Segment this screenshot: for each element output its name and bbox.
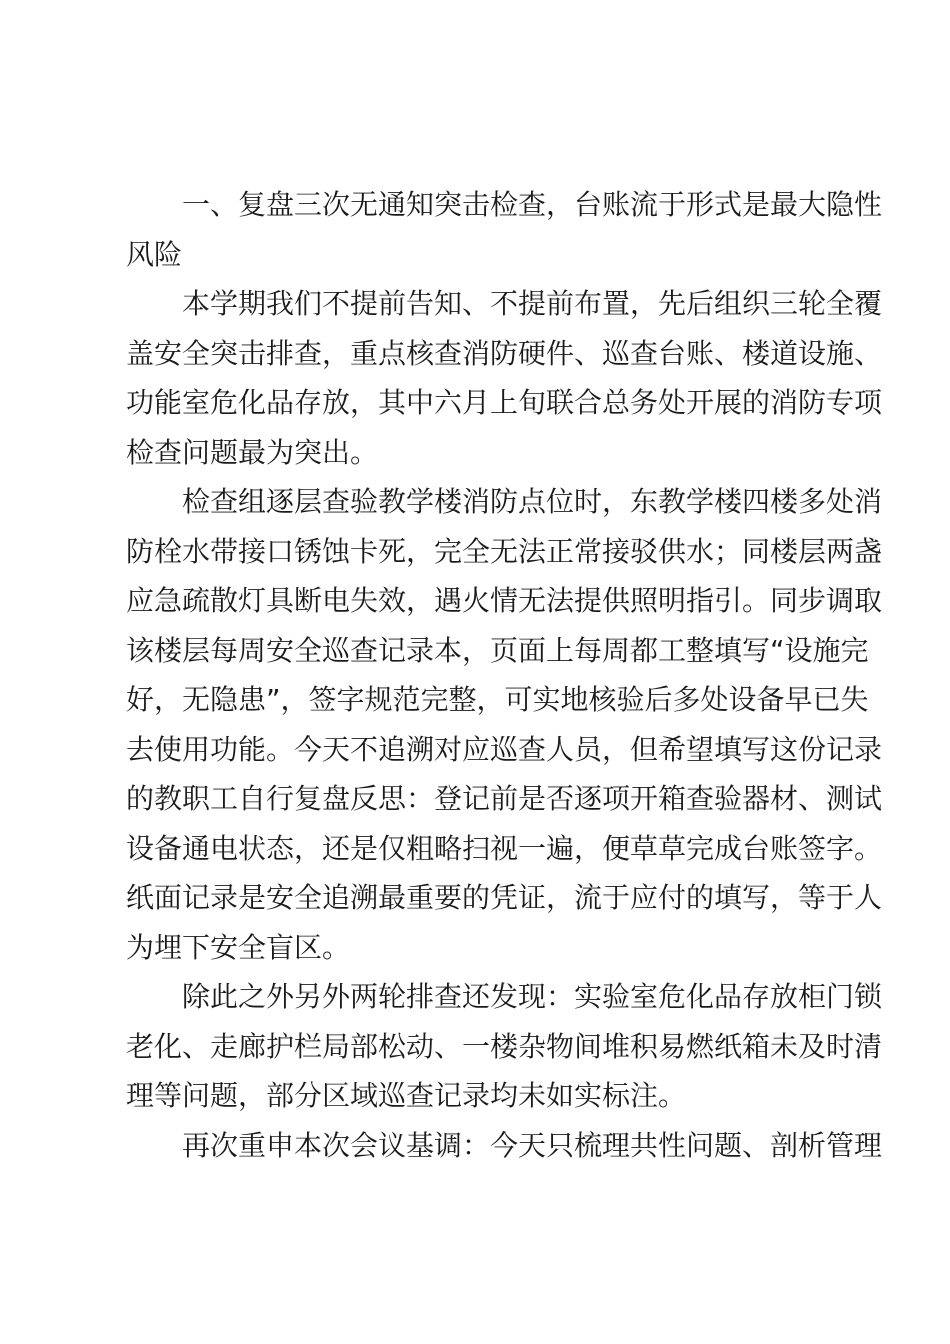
paragraph [126,279,883,477]
text-line: 为埋下安全盲区。 [126,930,351,964]
text-line: 老化、走廊护栏局部松动、一楼杂物间堆积易燃纸箱未及时清 [126,1029,883,1063]
text-line: 除此之外另外两轮排查还发现：实验室危化品存放柜门锁 [182,980,883,1013]
text-line: 纸面记录是安全追溯最重要的凭证，流于应付的填写，等于人 [126,881,883,914]
text-line: 本学期我们不提前告知、不提前布置，先后组织三轮全覆 [182,287,883,320]
text-line: 盖安全突击排查，重点核查消防硬件、巡查台账、楼道设施、 [126,336,883,370]
section-heading [126,180,883,279]
text-line: 一、复盘三次无通知突击检查，台账流于形式是最大隐性 [182,188,883,221]
paragraph [126,477,883,972]
paragraph [126,1121,883,1171]
text-line: 去使用功能。今天不追溯对应巡查人员，但希望填写这份记录 [126,732,883,766]
text-line: 设备通电状态，还是仅粗略扫视一遍，便草草完成台账签字。 [126,831,883,865]
text-line: 风险 [126,237,183,271]
text-line: 防栓水带接口锈蚀卡死，完全无法正常接驳供水；同楼层两盏 [126,534,883,568]
text-line: 再次重申本次会议基调：今天只梳理共性问题、剖析管理 [182,1128,883,1162]
text-line: 该楼层每周安全巡查记录本，页面上每周都工整填写“设施完 [126,633,869,667]
text-line: 理等问题，部分区域巡查记录均未如实标注。 [126,1079,687,1112]
text-line: 检查组逐层查验教学楼消防点位时，东教学楼四楼多处消 [182,485,883,518]
text-line: 功能室危化品存放，其中六月上旬联合总务处开展的消防专项 [126,386,883,419]
text-line: 好，无隐患”，签字规范完整，可实地核验后多处设备早已失 [126,683,869,716]
paragraph [126,972,883,1121]
text-line: 应急疏散灯具断电失效，遇火情无法提供照明指引。同步调取 [126,584,883,617]
text-line: 检查问题最为突出。 [126,435,379,469]
text-line: 的教职工自行复盘反思：登记前是否逐项开箱查验器材、测试 [126,782,883,815]
document-body [126,180,883,1170]
